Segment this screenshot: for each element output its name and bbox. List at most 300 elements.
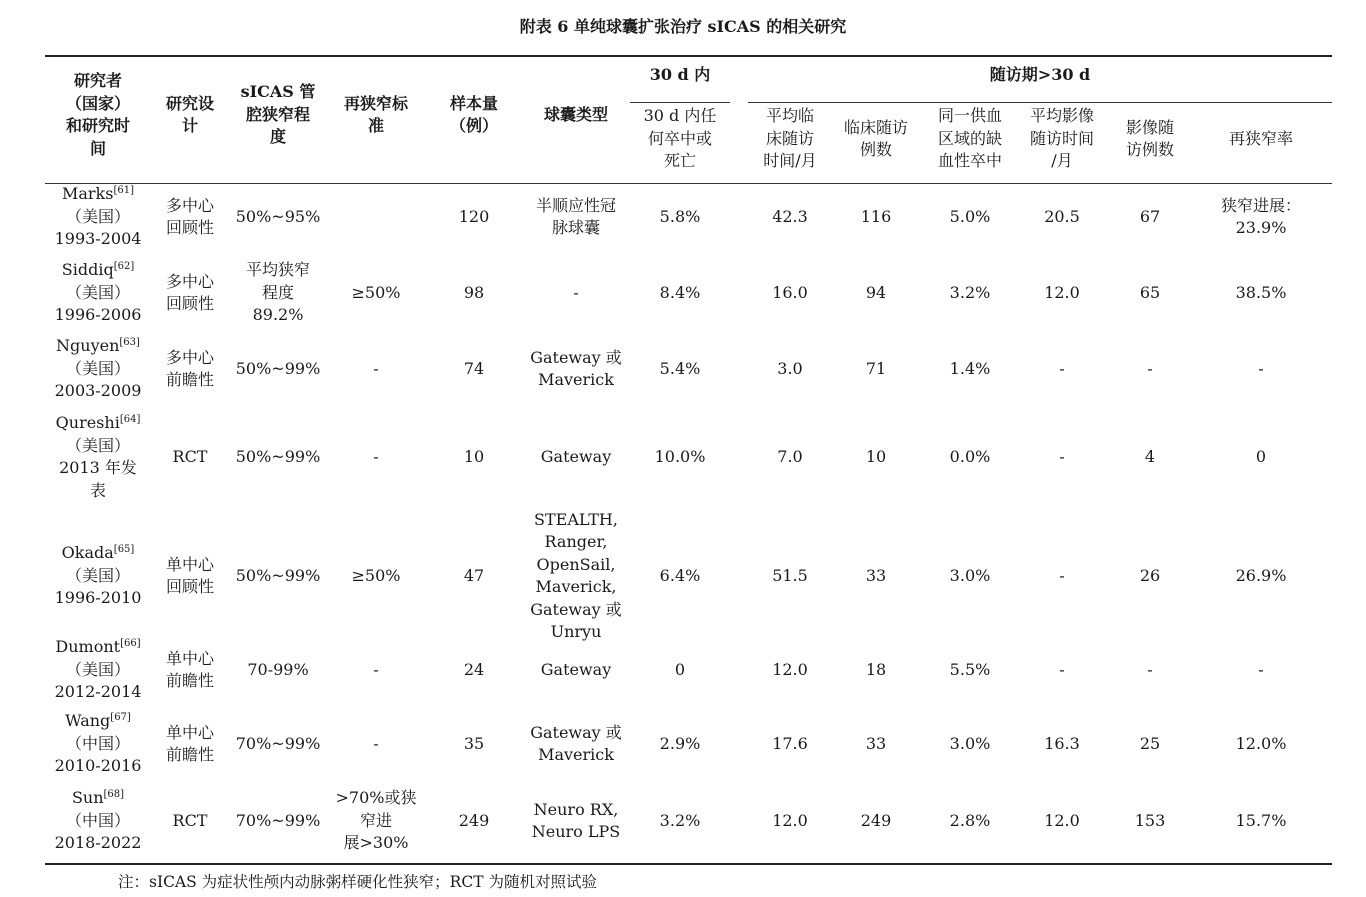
table-cell-rest — [1201, 565, 1321, 588]
author-country: （中国） — [65, 733, 130, 753]
author-name-text: Dumont — [55, 637, 121, 657]
header-bottom-rule — [45, 183, 1332, 184]
table-cell-rest — [1201, 195, 1321, 240]
table-cell-n — [434, 358, 514, 381]
table-cell-img-n-line: - — [1147, 659, 1153, 679]
table-cell-std-line: - — [373, 659, 379, 679]
table-cell-stenosis-line: 89.2% — [252, 305, 304, 325]
table-cell-clin-n — [833, 358, 919, 381]
table-cell-event-line: 3.2% — [659, 810, 701, 830]
table-cell-stenosis — [228, 733, 328, 756]
header-group-follow-line: 随访期>30 d — [989, 64, 1091, 84]
author-name — [55, 636, 140, 659]
table-cell-balloon-line: Gateway — [540, 446, 612, 466]
table-row-author — [38, 542, 158, 610]
table-cell-stenosis — [228, 206, 328, 229]
table-cell-same-line: 5.5% — [949, 659, 991, 679]
table-cell-clin-time — [750, 358, 830, 381]
table-cell-img-time — [1019, 206, 1105, 229]
table-cell-clin-time-line: 3.0 — [777, 358, 803, 378]
author-name-text: Marks — [61, 184, 114, 204]
table-cell-balloon-line: Gateway 或 — [530, 599, 622, 619]
table-cell-design-line: 回顾性 — [165, 218, 214, 237]
table-cell-design-line: 多中心 — [165, 195, 214, 215]
header-clin-n — [833, 117, 919, 162]
table-cell-design-line: 回顾性 — [165, 577, 214, 596]
table-cell-img-n — [1110, 733, 1190, 756]
header-event — [632, 105, 728, 173]
table-cell-balloon-line: STEALTH, — [534, 509, 618, 529]
table-cell-img-n-line: 153 — [1134, 810, 1166, 830]
table-cell-design-line: 单中心 — [165, 722, 214, 742]
table-cell-n-line: 74 — [463, 358, 485, 378]
table-cell-stenosis-line: 平均狭窄 — [245, 260, 310, 280]
header-std-line: 再狭窄标 — [343, 93, 408, 113]
table-cell-balloon — [521, 799, 631, 844]
table-cell-clin-time-line: 16.0 — [772, 282, 808, 302]
table-cell-rest — [1201, 659, 1321, 682]
table-cell-event-line: 8.4% — [659, 282, 701, 302]
table-cell-design — [155, 446, 225, 469]
table-cell-same-line: 3.0% — [949, 733, 991, 753]
table-cell-clin-time-line: 7.0 — [777, 446, 803, 466]
bottom-rule — [45, 863, 1332, 865]
table-title: 附表 6 单纯球囊扩张治疗 sICAS 的相关研究 — [519, 17, 847, 36]
table-cell-img-time-line: - — [1059, 565, 1065, 585]
table-cell-rest-line: 23.9% — [1235, 218, 1287, 237]
table-cell-same — [922, 446, 1018, 469]
table-cell-img-time-line: - — [1059, 358, 1065, 378]
reference-marker: [61] — [113, 185, 134, 197]
table-cell-clin-time — [750, 659, 830, 682]
table-cell-rest — [1201, 358, 1321, 381]
header-stenosis — [228, 81, 328, 149]
table-cell-design-line: 前瞻性 — [165, 671, 214, 690]
author-name-text: Siddiq — [61, 260, 114, 280]
table-cell-img-time — [1019, 659, 1105, 682]
header-clin-time-line: 平均临 — [765, 106, 814, 126]
table-cell-stenosis-line: 50%~99% — [235, 565, 321, 585]
table-cell-clin-time — [750, 206, 830, 229]
table-row-author — [38, 335, 158, 403]
table-note: 注：sICAS 为症状性颅内动脉粥样硬化性狭窄；RCT 为随机对照试验 — [118, 873, 597, 891]
header-sample-line: （例） — [449, 116, 498, 135]
reference-marker: [67] — [110, 712, 131, 724]
header-img-time-line: 平均影像 — [1029, 106, 1094, 126]
author-name-text: Wang — [65, 711, 111, 731]
table-cell-balloon-line: 脉球囊 — [551, 218, 600, 237]
table-cell-stenosis — [228, 659, 328, 682]
table-cell-same — [922, 282, 1018, 305]
header-sample — [434, 93, 514, 138]
header-event-line: 死亡 — [663, 151, 696, 171]
table-cell-stenosis — [228, 446, 328, 469]
table-cell-balloon-line: Gateway 或 — [530, 722, 622, 742]
table-cell-balloon-line: - — [573, 282, 579, 302]
reference-marker: [66] — [120, 638, 141, 650]
top-rule — [45, 55, 1332, 57]
header-std — [331, 93, 421, 138]
table-cell-same — [922, 206, 1018, 229]
table-cell-std — [331, 659, 421, 682]
table-cell-rest-line: 38.5% — [1235, 282, 1287, 302]
table-cell-clin-n — [833, 446, 919, 469]
table-cell-n-line: 47 — [463, 565, 485, 585]
table-cell-same-line: 5.0% — [949, 206, 991, 226]
table-cell-std — [331, 565, 421, 588]
table-cell-event-line: 2.9% — [659, 733, 701, 753]
table-cell-balloon — [521, 659, 631, 682]
header-restenosis — [1201, 128, 1321, 151]
table-cell-img-time — [1019, 565, 1105, 588]
header-design — [155, 93, 225, 138]
table-cell-clin-n — [833, 206, 919, 229]
table-cell-std — [331, 206, 421, 229]
table-cell-img-n-line: 4 — [1144, 446, 1156, 466]
table-cell-design — [155, 554, 225, 599]
table-cell-balloon-line: Maverick — [538, 745, 614, 764]
table-cell-n — [434, 733, 514, 756]
table-cell-clin-n-line: 94 — [865, 282, 887, 302]
table-cell-balloon — [521, 722, 631, 767]
author-name — [62, 259, 134, 282]
table-cell-stenosis — [228, 810, 328, 833]
author-name-text: Qureshi — [55, 413, 120, 432]
table-cell-clin-n-line: 33 — [865, 733, 887, 753]
author-period: 表 — [89, 480, 106, 500]
author-country: （美国） — [65, 659, 130, 679]
table-cell-std-line: ≥50% — [351, 565, 401, 585]
table-cell-rest-line: - — [1258, 358, 1264, 378]
author-period: 2003-2009 — [54, 381, 142, 401]
table-cell-img-time — [1019, 810, 1105, 833]
table-cell-balloon-line: Gateway 或 — [530, 347, 622, 367]
table-cell-rest — [1201, 733, 1321, 756]
header-design-line: 研究设 — [165, 93, 214, 113]
table-cell-rest-line: - — [1258, 659, 1264, 679]
table-cell-std-line: - — [373, 446, 379, 466]
group-rule-follow — [748, 102, 1332, 103]
table-cell-n — [434, 206, 514, 229]
author-country: （美国） — [65, 565, 130, 585]
author-name-text: Okada — [61, 543, 114, 563]
table-row-author — [38, 259, 158, 327]
table-cell-clin-n — [833, 659, 919, 682]
header-clin-time — [750, 105, 830, 173]
table-cell-design-line: 前瞻性 — [165, 745, 214, 764]
table-cell-clin-time-line: 51.5 — [772, 565, 808, 585]
header-sample-line: 样本量 — [449, 93, 498, 113]
author-country: （美国） — [65, 282, 130, 302]
table-cell-design — [155, 271, 225, 316]
table-cell-std-line: 展>30% — [343, 833, 409, 853]
table-row-author — [38, 636, 158, 704]
author-country: （美国） — [65, 358, 130, 378]
author-period: 2018-2022 — [54, 833, 142, 853]
reference-marker: [62] — [113, 261, 135, 273]
table-cell-n — [434, 282, 514, 305]
table-cell-img-time — [1019, 358, 1105, 381]
table-cell-same — [922, 733, 1018, 756]
table-cell-event-line: 6.4% — [659, 565, 701, 585]
table-cell-balloon-line: Unryu — [550, 622, 602, 641]
table-cell-rest-line: 26.9% — [1235, 565, 1287, 585]
table-cell-img-n — [1110, 565, 1190, 588]
table-cell-stenosis-line: 70%~99% — [235, 733, 321, 753]
author-period: 2010-2016 — [54, 756, 142, 776]
table-cell-clin-n-line: 18 — [865, 659, 887, 679]
table-cell-n-line: 98 — [463, 282, 485, 302]
table-cell-img-time-line: 20.5 — [1044, 206, 1080, 226]
table-cell-event — [632, 733, 728, 756]
table-cell-event — [632, 810, 728, 833]
author-country: （美国） — [65, 435, 130, 455]
table-cell-same — [922, 659, 1018, 682]
table-cell-img-n-line: 25 — [1139, 733, 1161, 753]
header-author-line: 和研究时 — [65, 116, 130, 135]
author-period: 2013 年发 — [59, 458, 137, 477]
table-cell-balloon — [521, 282, 631, 305]
table-cell-clin-time — [750, 282, 830, 305]
table-cell-img-time — [1019, 446, 1105, 469]
reference-marker: [63] — [119, 337, 140, 349]
table-row-author — [38, 710, 158, 778]
table-cell-clin-time — [750, 446, 830, 469]
table-cell-clin-n — [833, 810, 919, 833]
table-cell-clin-n-line: 71 — [865, 358, 887, 378]
header-img-n-line: 访例数 — [1125, 140, 1174, 159]
table-cell-clin-time-line: 42.3 — [772, 206, 808, 226]
table-cell-same — [922, 565, 1018, 588]
table-cell-clin-time-line: 12.0 — [772, 810, 808, 830]
table-cell-stenosis-line: 70-99% — [247, 659, 309, 679]
table-cell-std-line: - — [373, 358, 379, 378]
table-cell-std — [331, 282, 421, 305]
header-author-line: （国家） — [65, 93, 130, 113]
table-cell-clin-time-line: 17.6 — [772, 733, 808, 753]
table-cell-clin-n — [833, 565, 919, 588]
table-cell-design — [155, 722, 225, 767]
header-group-follow — [890, 64, 1190, 87]
header-img-n — [1110, 117, 1190, 162]
table-cell-event — [632, 659, 728, 682]
table-cell-design-line: 单中心 — [165, 554, 214, 574]
table-cell-img-n-line: 65 — [1139, 282, 1161, 302]
header-clin-time-line: 床随访 — [765, 128, 814, 148]
header-same-stroke — [922, 105, 1018, 173]
table-cell-img-n — [1110, 282, 1190, 305]
table-cell-n — [434, 565, 514, 588]
header-img-n-line: 影像随 — [1125, 117, 1174, 137]
table-cell-clin-n — [833, 282, 919, 305]
table-cell-std — [331, 787, 421, 855]
reference-marker: [65] — [113, 544, 135, 556]
header-group-30d — [630, 64, 730, 87]
header-author-line: 间 — [89, 138, 106, 158]
table-cell-same-line: 3.0% — [949, 565, 991, 585]
table-cell-n — [434, 446, 514, 469]
table-cell-clin-time — [750, 565, 830, 588]
table-row-author — [38, 183, 158, 251]
author-name — [56, 412, 141, 435]
group-rule-30d — [630, 102, 730, 103]
table-cell-img-time-line: - — [1059, 659, 1065, 679]
table-cell-balloon — [521, 509, 631, 644]
table-cell-std-line: - — [373, 733, 379, 753]
author-name — [62, 542, 135, 565]
table-cell-design — [155, 347, 225, 392]
table-cell-n — [434, 810, 514, 833]
table-cell-rest-line: 狭窄进展： — [1220, 195, 1301, 215]
header-stenosis-line: 度 — [269, 127, 286, 147]
header-stenosis-line: 腔狭窄程 — [245, 104, 310, 124]
table-cell-same-line: 1.4% — [949, 358, 991, 378]
table-cell-std — [331, 358, 421, 381]
table-cell-event-line: 0 — [674, 659, 686, 679]
header-balloon-line: 球囊类型 — [543, 104, 608, 124]
table-cell-clin-n-line: 116 — [860, 206, 892, 226]
table-cell-stenosis-line: 70%~99% — [235, 810, 321, 830]
table-cell-std — [331, 733, 421, 756]
table-cell-img-time-line: 16.3 — [1044, 733, 1080, 753]
table-cell-rest-line: 0 — [1255, 446, 1267, 466]
table-cell-design — [155, 195, 225, 240]
table-cell-design-line: 多中心 — [165, 271, 214, 291]
table-cell-design — [155, 648, 225, 693]
header-stenosis-line: sICAS 管 — [240, 82, 316, 102]
table-cell-img-n-line: 26 — [1139, 565, 1161, 585]
table-cell-img-time-line: - — [1059, 446, 1065, 466]
header-balloon — [521, 104, 631, 127]
table-cell-clin-n-line: 249 — [860, 810, 892, 830]
table-cell-img-n-line: 67 — [1139, 206, 1161, 226]
table-cell-std-line: ≥50% — [351, 282, 401, 302]
table-cell-balloon-line: Neuro RX, — [533, 799, 619, 819]
table-cell-stenosis-line: 50%~99% — [235, 358, 321, 378]
author-name — [72, 787, 124, 810]
author-period: 1993-2004 — [54, 229, 142, 249]
table-cell-img-n — [1110, 358, 1190, 381]
table-cell-event-line: 5.4% — [659, 358, 701, 378]
table-cell-n — [434, 659, 514, 682]
table-cell-event-line: 5.8% — [659, 206, 701, 226]
table-cell-clin-n-line: 33 — [865, 565, 887, 585]
table-cell-same-line: 2.8% — [949, 810, 991, 830]
header-event-line: 30 d 内任 — [643, 106, 717, 126]
header-author — [43, 70, 153, 160]
table-cell-img-time — [1019, 733, 1105, 756]
author-period: 2012-2014 — [54, 682, 142, 702]
author-name — [56, 335, 140, 358]
table-cell-clin-time — [750, 733, 830, 756]
table-row-author — [38, 787, 158, 855]
table-cell-clin-time — [750, 810, 830, 833]
header-clin-n-line: 临床随访 — [843, 117, 908, 137]
header-design-line: 计 — [181, 116, 198, 135]
table-cell-event — [632, 446, 728, 469]
table-cell-clin-time-line: 12.0 — [772, 659, 808, 679]
table-cell-event — [632, 565, 728, 588]
table-cell-rest-line: 12.0% — [1235, 733, 1287, 753]
table-cell-balloon-line: Neuro LPS — [531, 822, 621, 841]
header-img-time-line: 随访时间 — [1029, 128, 1094, 148]
table-cell-design — [155, 810, 225, 833]
author-name — [62, 183, 134, 206]
table-cell-n-line: 120 — [458, 206, 490, 226]
author-period: 1996-2010 — [54, 588, 142, 608]
table-cell-rest-line: 15.7% — [1235, 810, 1287, 830]
table-cell-n-line: 35 — [463, 733, 485, 753]
table-cell-design-line: 前瞻性 — [165, 370, 214, 389]
table-cell-rest — [1201, 810, 1321, 833]
header-img-time — [1019, 105, 1105, 173]
table-cell-stenosis-line: 50%~99% — [235, 446, 321, 466]
table-cell-img-n — [1110, 810, 1190, 833]
table-cell-balloon-line: Gateway — [540, 659, 612, 679]
table-cell-n-line: 10 — [463, 446, 485, 466]
table-cell-event — [632, 282, 728, 305]
table-cell-design-line: RCT — [172, 810, 208, 830]
table-cell-balloon-line: 半顺应性冠 — [535, 195, 616, 215]
header-same-stroke-line: 血性卒中 — [937, 151, 1002, 171]
table-cell-same — [922, 358, 1018, 381]
author-name-text: Nguyen — [56, 336, 120, 356]
table-cell-stenosis — [228, 259, 328, 327]
table-cell-balloon-line: Maverick, — [535, 577, 617, 596]
table-cell-balloon — [521, 347, 631, 392]
header-restenosis-line: 再狭窄率 — [1228, 128, 1293, 148]
table-cell-design-line: 回顾性 — [165, 294, 214, 313]
table-cell-std — [331, 446, 421, 469]
table-cell-stenosis — [228, 358, 328, 381]
table-cell-rest — [1201, 282, 1321, 305]
table-cell-stenosis — [228, 565, 328, 588]
table-cell-balloon — [521, 195, 631, 240]
header-event-line: 何卒中或 — [647, 128, 712, 148]
table-cell-n-line: 24 — [463, 659, 485, 679]
author-country: （中国） — [65, 810, 130, 830]
header-group-30d-line: 30 d 内 — [649, 64, 711, 84]
reference-marker: [68] — [103, 789, 125, 801]
table-cell-design-line: RCT — [172, 446, 208, 466]
author-country: （美国） — [65, 206, 130, 226]
table-cell-img-n — [1110, 446, 1190, 469]
table-cell-same-line: 0.0% — [949, 446, 991, 466]
table-cell-rest — [1201, 446, 1321, 469]
table-cell-std-line: 窄进 — [359, 810, 392, 830]
table-cell-event — [632, 358, 728, 381]
header-img-time-line: /月 — [1051, 151, 1073, 171]
header-same-stroke-line: 区域的缺 — [937, 128, 1002, 148]
table-cell-design-line: 多中心 — [165, 347, 214, 367]
header-std-line: 准 — [367, 116, 384, 135]
table-cell-balloon — [521, 446, 631, 469]
table-cell-balloon-line: Maverick — [538, 370, 614, 389]
table-cell-clin-n — [833, 733, 919, 756]
table-row-author — [38, 412, 158, 502]
table-cell-clin-n-line: 10 — [865, 446, 887, 466]
author-period: 1996-2006 — [54, 305, 142, 325]
table-cell-event-line: 10.0% — [654, 446, 706, 466]
table-cell-n-line: 249 — [458, 810, 490, 830]
table-cell-event — [632, 206, 728, 229]
reference-marker: [64] — [119, 414, 141, 425]
header-clin-time-line: 时间/月 — [763, 151, 817, 171]
table-cell-design-line: 单中心 — [165, 648, 214, 668]
table-cell-img-time-line: 12.0 — [1044, 282, 1080, 302]
table-cell-std-line: >70%或狭 — [335, 788, 417, 808]
table-cell-stenosis-line: 50%~95% — [235, 206, 321, 226]
